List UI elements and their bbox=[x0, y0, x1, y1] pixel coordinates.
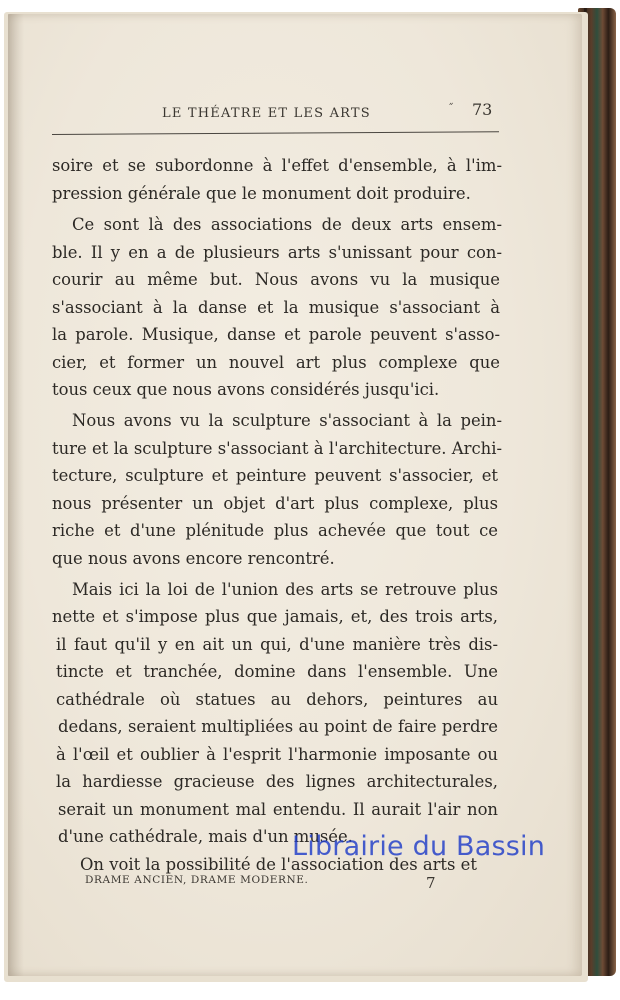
text-line: ture et la sculpture s'associant à l'architecture. Archi- bbox=[52, 438, 502, 458]
text-line: s'associant à la danse et la musique s'associant à bbox=[52, 297, 500, 317]
text-line: nous présenter un objet d'art plus complexe, plus bbox=[52, 493, 498, 513]
text-line: il faut qu'il y en ait un qui, d'une manière très dis- bbox=[56, 634, 498, 654]
text-line: à l'œil et oublier à l'esprit l'harmonie imposante ou bbox=[56, 744, 498, 764]
bookseller-watermark: Librairie du Bassin bbox=[292, 831, 546, 862]
printer-mark: ˝ bbox=[448, 102, 454, 115]
text-line: la parole. Musique, danse et parole peuvent s'asso- bbox=[52, 325, 500, 344]
signature-line: DRAME ANCIEN, DRAME MODERNE. bbox=[85, 874, 309, 886]
text-line: pression générale que le monument doit produire. bbox=[52, 183, 471, 203]
text-line: la hardiesse gracieuse des lignes architecturales, bbox=[56, 772, 498, 791]
text-line: tincte et tranchée, domine dans l'ensemble. Une bbox=[56, 662, 498, 681]
text-line: tous ceux que nous avons considérés jusqu'ici. bbox=[52, 380, 440, 399]
text-line: soire et se subordonne à l'effet d'ensemble, à l'im- bbox=[52, 156, 502, 175]
text-line: dedans, seraient multipliées au point de faire perdre bbox=[58, 717, 498, 736]
gutter-shadow bbox=[8, 14, 24, 976]
text-line: cathédrale où statues au dehors, peintures au bbox=[56, 689, 498, 709]
text-line: ble. Il y en a de plusieurs arts s'unissant pour con- bbox=[52, 242, 502, 262]
text-line: Mais ici la loi de l'union des arts se retrouve plus bbox=[72, 579, 498, 599]
text-line: riche et d'une plénitude plus achevée que tout ce bbox=[52, 521, 498, 540]
text-line: cier, et former un nouvel art plus complexe que bbox=[52, 352, 500, 372]
text-line: d'une cathédrale, mais d'un musée. bbox=[58, 827, 353, 846]
text-line: nette et s'impose plus que jamais, et, des trois arts, bbox=[52, 607, 498, 626]
running-title: LE THÉATRE ET LES ARTS bbox=[162, 106, 371, 121]
page-number: 73 bbox=[472, 100, 493, 119]
text-line: serait un monument mal entendu. Il aurait l'air non bbox=[58, 799, 498, 819]
text-line: Ce sont là des associations de deux arts ensem- bbox=[72, 215, 502, 234]
text-line: que nous avons encore rencontré. bbox=[52, 548, 335, 568]
text-line: Nous avons vu la sculpture s'associant à la pein- bbox=[72, 411, 502, 430]
text-line: On voit la possibilité de l'association des arts et bbox=[80, 854, 477, 874]
running-head bbox=[0, 100, 620, 130]
signature-number: 7 bbox=[426, 874, 436, 892]
text-line: courir au même but. Nous avons vu la musique bbox=[52, 270, 500, 289]
text-line: tecture, sculpture et peinture peuvent s'associer, et bbox=[52, 466, 498, 485]
